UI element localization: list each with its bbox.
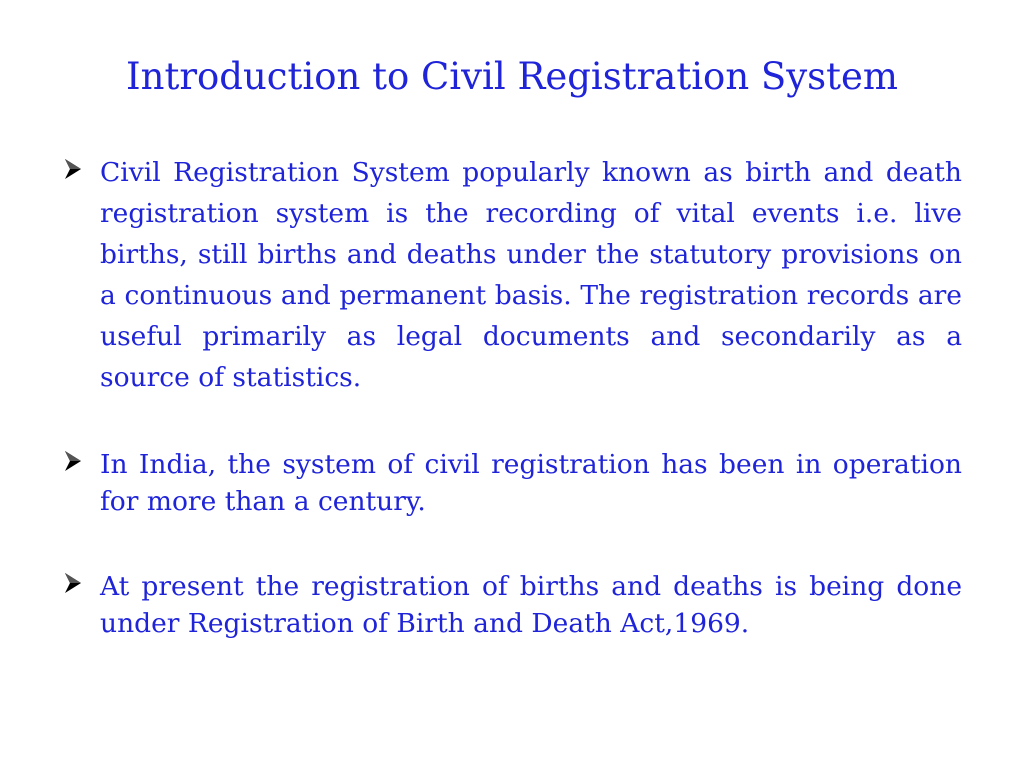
bullet-item — [64, 446, 962, 520]
bullet-text: At present the registration of births and deaths is being done under Registration of Birth and Death Act,1969. — [100, 571, 962, 639]
bullet-list — [64, 152, 962, 642]
bullet-item — [64, 152, 962, 398]
bullet-item — [64, 568, 962, 642]
arrow-bullet-icon — [64, 158, 82, 180]
arrow-bullet-icon — [64, 450, 82, 472]
arrow-bullet-icon — [64, 572, 82, 594]
bullet-text: In India, the system of civil registration has been in operation for more than a century. — [100, 449, 962, 517]
bullet-text: Civil Registration System popularly known as birth and death registration system is the recording of vital events i.e. live births, still births and deaths under the statutory provisions on a continuous and permanent basis. The registration records are useful primarily as legal documents and secondarily as a source of statistics. — [100, 157, 962, 393]
slide-title: Introduction to Civil Registration System — [126, 55, 898, 98]
